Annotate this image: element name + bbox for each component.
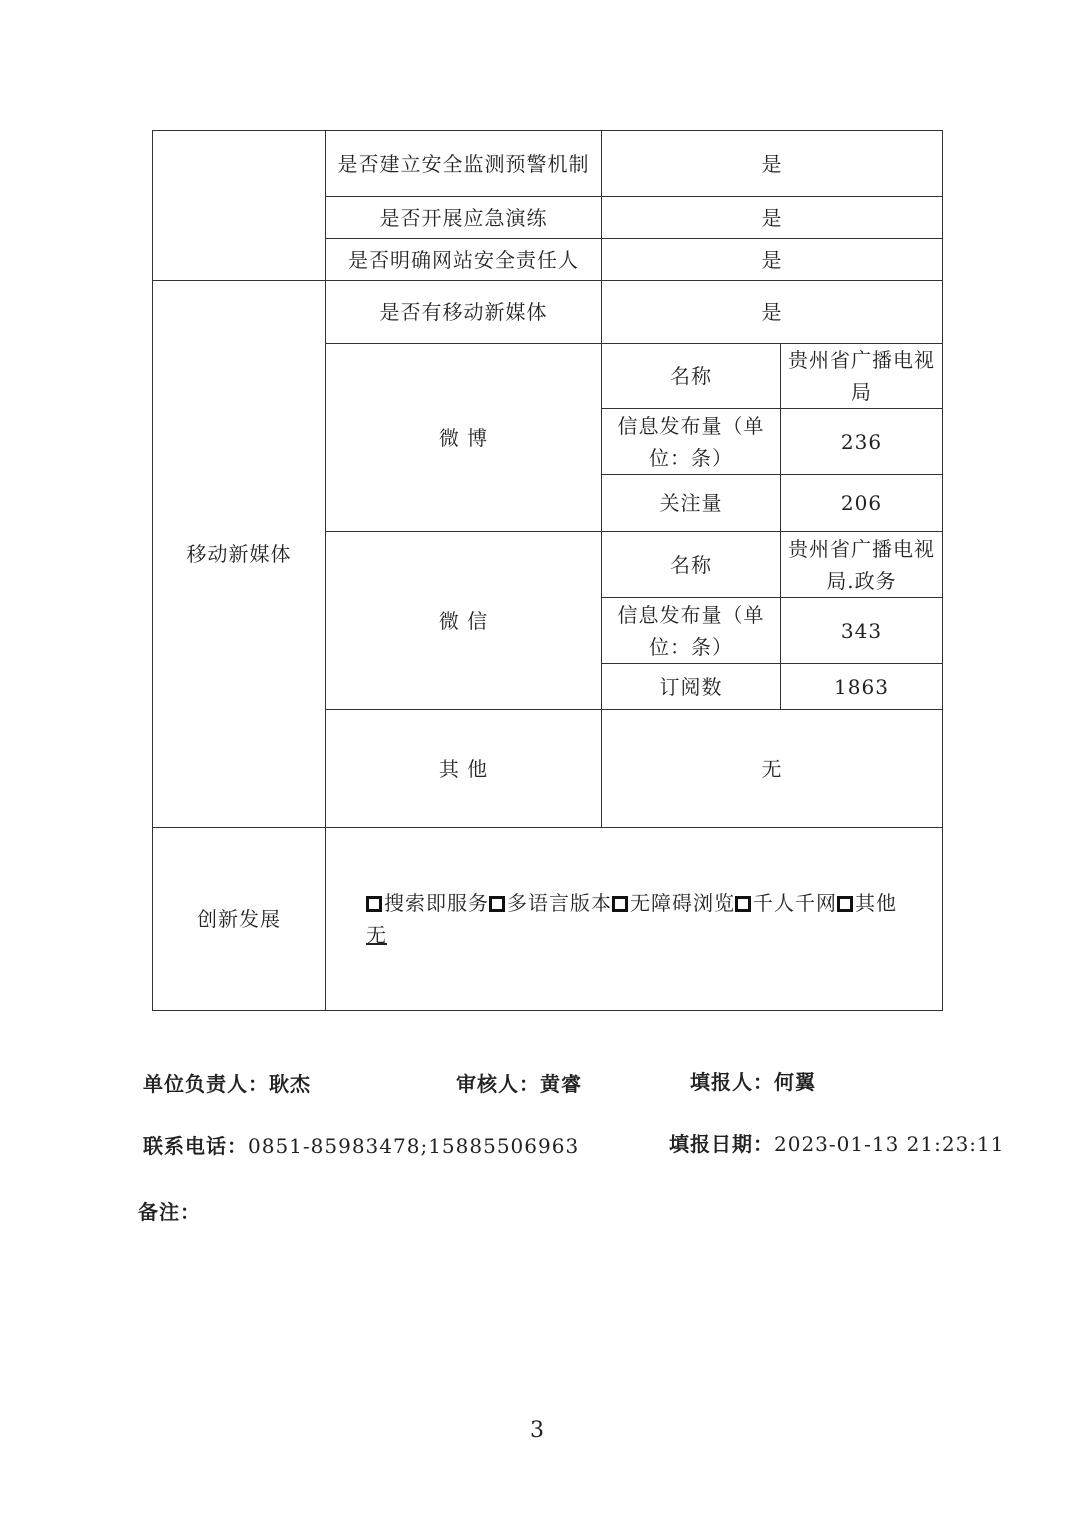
wechat-posts-label: 信息发布量（单位：条） — [602, 598, 781, 664]
page-number: 3 — [530, 1418, 544, 1443]
reviewer-line — [456, 1068, 582, 1097]
wechat-subscribers-label: 订阅数 — [602, 664, 781, 710]
checkbox-icon — [735, 896, 751, 912]
innovation-label: 创新发展 — [153, 828, 326, 1011]
monitoring-label: 是否建立安全监测预警机制 — [326, 131, 602, 197]
wechat-posts-value: 343 — [781, 598, 943, 664]
wechat-label: 微 信 — [326, 532, 602, 710]
option-other[interactable]: 其他 — [837, 891, 897, 915]
date-value: 2023-01-13 21:23:11 — [774, 1132, 1005, 1156]
wechat-subscribers-value: 1863 — [781, 664, 943, 710]
weibo-name-label: 名称 — [602, 344, 781, 409]
unit-head-label: 单位负责人： — [143, 1072, 269, 1096]
weibo-followers-value: 206 — [781, 475, 943, 532]
option-search-service[interactable]: 搜索即服务 — [366, 891, 489, 915]
reviewer-name: 黄睿 — [540, 1072, 582, 1096]
remarks-label: 备注： — [138, 1200, 201, 1224]
option-accessible[interactable]: 无障碍浏览 — [612, 891, 735, 915]
unit-head-name: 耿杰 — [269, 1072, 311, 1096]
wechat-name-value: 贵州省广播电视局.政务 — [781, 532, 943, 598]
other-media-label: 其 他 — [326, 710, 602, 828]
drill-label: 是否开展应急演练 — [326, 197, 602, 239]
remarks-line — [138, 1196, 201, 1225]
phone-line — [143, 1130, 579, 1159]
phone-value: 0851-85983478;15885506963 — [248, 1134, 580, 1158]
innovation-options — [326, 828, 943, 1011]
has-media-label: 是否有移动新媒体 — [326, 281, 602, 344]
phone-label: 联系电话： — [143, 1134, 248, 1158]
weibo-posts-label: 信息发布量（单位：条） — [602, 409, 781, 475]
has-media-value: 是 — [602, 281, 943, 344]
responsible-value: 是 — [602, 239, 943, 281]
other-media-value: 无 — [602, 710, 943, 828]
filler-line — [690, 1066, 816, 1095]
option-multilingual[interactable]: 多语言版本 — [489, 891, 612, 915]
weibo-posts-value: 236 — [781, 409, 943, 475]
drill-value: 是 — [602, 197, 943, 239]
responsible-label: 是否明确网站安全责任人 — [326, 239, 602, 281]
security-section-cell — [153, 131, 326, 281]
unit-head-line — [143, 1068, 311, 1097]
filler-name: 何翼 — [774, 1070, 816, 1094]
reviewer-label: 审核人： — [456, 1072, 540, 1096]
media-section-label: 移动新媒体 — [153, 281, 326, 828]
date-label: 填报日期： — [669, 1132, 774, 1156]
checkbox-icon — [612, 896, 628, 912]
report-table — [152, 130, 943, 1011]
checkbox-icon — [366, 896, 382, 912]
checkbox-icon — [489, 896, 505, 912]
wechat-name-label: 名称 — [602, 532, 781, 598]
monitoring-value: 是 — [602, 131, 943, 197]
weibo-followers-label: 关注量 — [602, 475, 781, 532]
option-personalized[interactable]: 千人千网 — [735, 891, 837, 915]
filler-label: 填报人： — [690, 1070, 774, 1094]
weibo-name-value: 贵州省广播电视局 — [781, 344, 943, 409]
checkbox-icon — [837, 896, 853, 912]
date-line — [669, 1128, 1005, 1157]
weibo-label: 微 博 — [326, 344, 602, 532]
innovation-other-text: 无 — [366, 923, 387, 947]
